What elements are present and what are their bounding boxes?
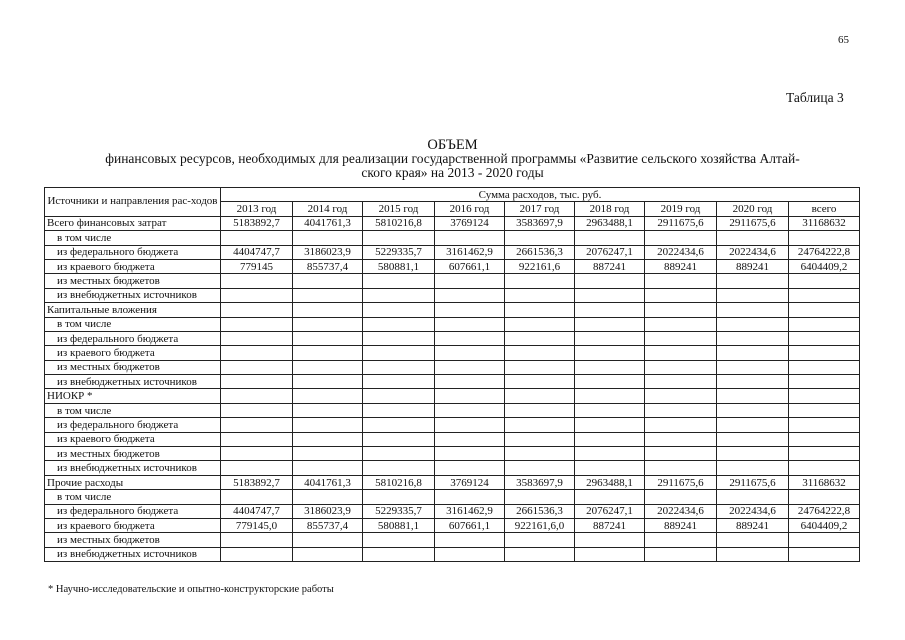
value-cell — [363, 461, 435, 475]
value-cell — [221, 346, 293, 360]
value-cell — [717, 231, 789, 245]
value-cell — [363, 389, 435, 403]
value-cell — [575, 360, 645, 374]
value-cell — [435, 346, 505, 360]
year-header: всего — [789, 202, 860, 216]
table-row — [45, 432, 860, 446]
value-cell — [789, 360, 860, 374]
value-cell — [435, 533, 505, 547]
row-label: из федерального бюджета — [45, 245, 221, 259]
row-label: из внебюджетных источников — [45, 461, 221, 475]
value-cell — [505, 231, 575, 245]
value-cell: 5183892,7 — [221, 475, 293, 489]
row-label: из внебюджетных источников — [45, 547, 221, 561]
value-cell — [717, 274, 789, 288]
value-cell — [505, 274, 575, 288]
value-cell — [293, 490, 363, 504]
value-cell — [435, 403, 505, 417]
value-cell — [293, 288, 363, 302]
table-row — [45, 418, 860, 432]
value-cell — [435, 547, 505, 561]
value-cell — [505, 547, 575, 561]
value-cell — [575, 432, 645, 446]
value-cell — [645, 447, 717, 461]
year-header: 2015 год — [363, 202, 435, 216]
value-cell — [221, 331, 293, 345]
value-cell — [505, 533, 575, 547]
value-cell: 2963488,1 — [575, 216, 645, 230]
value-cell — [645, 547, 717, 561]
value-cell — [575, 389, 645, 403]
value-cell — [293, 303, 363, 317]
value-cell — [505, 303, 575, 317]
value-cell: 5810216,8 — [363, 216, 435, 230]
value-cell — [221, 447, 293, 461]
table-row — [45, 231, 860, 245]
value-cell — [363, 317, 435, 331]
value-cell: 855737,4 — [293, 259, 363, 273]
value-cell — [789, 317, 860, 331]
year-header: 2013 год — [221, 202, 293, 216]
value-cell: 889241 — [645, 259, 717, 273]
value-cell — [789, 461, 860, 475]
table-row — [45, 360, 860, 374]
value-cell — [645, 490, 717, 504]
value-cell: 580881,1 — [363, 259, 435, 273]
value-cell — [645, 317, 717, 331]
value-cell — [293, 331, 363, 345]
value-cell — [645, 303, 717, 317]
row-label: Прочие расходы — [45, 475, 221, 489]
table-row — [45, 518, 860, 532]
value-cell — [363, 403, 435, 417]
table-row — [45, 504, 860, 518]
value-cell: 889241 — [717, 259, 789, 273]
row-label: из местных бюджетов — [45, 360, 221, 374]
source-header: Источники и направления рас-ходов — [45, 188, 221, 217]
value-cell: 889241 — [645, 518, 717, 532]
value-cell: 922161,6,0 — [505, 518, 575, 532]
row-label: в том числе — [45, 403, 221, 417]
value-cell — [505, 317, 575, 331]
value-cell: 2022434,6 — [645, 504, 717, 518]
table-row — [45, 259, 860, 273]
table-label: Таблица 3 — [786, 90, 844, 105]
value-cell — [363, 360, 435, 374]
value-cell — [575, 303, 645, 317]
value-cell — [645, 533, 717, 547]
value-cell — [221, 375, 293, 389]
value-cell — [645, 418, 717, 432]
value-cell: 31168632 — [789, 475, 860, 489]
value-cell — [293, 375, 363, 389]
value-cell — [575, 418, 645, 432]
value-cell — [363, 331, 435, 345]
value-cell — [221, 418, 293, 432]
value-cell — [505, 490, 575, 504]
value-cell — [435, 274, 505, 288]
row-label: из краевого бюджета — [45, 518, 221, 532]
value-cell — [505, 389, 575, 403]
value-cell — [645, 346, 717, 360]
value-cell — [789, 274, 860, 288]
value-cell: 5810216,8 — [363, 475, 435, 489]
value-cell — [717, 418, 789, 432]
value-cell — [575, 231, 645, 245]
value-cell — [505, 418, 575, 432]
value-cell: 2661536,3 — [505, 504, 575, 518]
value-cell — [293, 389, 363, 403]
value-cell: 2076247,1 — [575, 504, 645, 518]
value-cell — [575, 375, 645, 389]
value-cell — [789, 547, 860, 561]
value-cell: 31168632 — [789, 216, 860, 230]
footnote: * Научно-исследовательские и опытно-конструкторские работы — [48, 584, 334, 595]
row-label: из местных бюджетов — [45, 533, 221, 547]
year-header: 2016 год — [435, 202, 505, 216]
value-cell — [293, 547, 363, 561]
value-cell — [575, 490, 645, 504]
value-cell — [293, 317, 363, 331]
value-cell — [645, 331, 717, 345]
value-cell — [221, 547, 293, 561]
value-cell: 3161462,9 — [435, 504, 505, 518]
row-label: в том числе — [45, 490, 221, 504]
value-cell: 4041761,3 — [293, 216, 363, 230]
value-cell: 5229335,7 — [363, 504, 435, 518]
value-cell — [435, 317, 505, 331]
table-row — [45, 303, 860, 317]
value-cell — [789, 403, 860, 417]
value-cell — [293, 533, 363, 547]
value-cell: 3583697,9 — [505, 475, 575, 489]
value-cell — [789, 303, 860, 317]
value-cell: 887241 — [575, 259, 645, 273]
value-cell — [505, 288, 575, 302]
value-cell: 887241 — [575, 518, 645, 532]
value-cell: 607661,1 — [435, 518, 505, 532]
value-cell — [293, 360, 363, 374]
value-cell — [505, 447, 575, 461]
row-label: из федерального бюджета — [45, 418, 221, 432]
value-cell — [717, 432, 789, 446]
table-row — [45, 245, 860, 259]
value-cell — [363, 274, 435, 288]
value-cell — [435, 288, 505, 302]
value-cell — [363, 533, 435, 547]
value-cell — [505, 403, 575, 417]
row-label: из местных бюджетов — [45, 447, 221, 461]
value-cell: 607661,1 — [435, 259, 505, 273]
row-label: из краевого бюджета — [45, 346, 221, 360]
table-row — [45, 461, 860, 475]
row-label: из краевого бюджета — [45, 259, 221, 273]
value-cell — [717, 403, 789, 417]
year-header: 2017 год — [505, 202, 575, 216]
value-cell — [435, 418, 505, 432]
value-cell — [505, 360, 575, 374]
value-cell — [645, 231, 717, 245]
value-cell — [575, 547, 645, 561]
row-label: в том числе — [45, 317, 221, 331]
value-cell — [575, 288, 645, 302]
value-cell — [505, 432, 575, 446]
table-row — [45, 447, 860, 461]
value-cell — [717, 331, 789, 345]
value-cell — [575, 331, 645, 345]
value-cell — [363, 303, 435, 317]
value-cell — [505, 375, 575, 389]
value-cell — [789, 490, 860, 504]
value-cell — [435, 461, 505, 475]
value-cell — [575, 403, 645, 417]
value-cell: 4041761,3 — [293, 475, 363, 489]
value-cell — [645, 432, 717, 446]
value-cell — [575, 346, 645, 360]
value-cell — [789, 447, 860, 461]
value-cell: 6404409,2 — [789, 259, 860, 273]
table-row — [45, 317, 860, 331]
value-cell — [435, 331, 505, 345]
value-cell — [575, 447, 645, 461]
value-cell — [293, 447, 363, 461]
value-cell — [363, 490, 435, 504]
row-label: из внебюджетных источников — [45, 288, 221, 302]
value-cell: 3186023,9 — [293, 245, 363, 259]
value-cell — [505, 346, 575, 360]
value-cell: 2661536,3 — [505, 245, 575, 259]
value-cell: 855737,4 — [293, 518, 363, 532]
value-cell — [363, 375, 435, 389]
value-cell — [789, 418, 860, 432]
value-cell — [575, 274, 645, 288]
value-cell — [221, 461, 293, 475]
year-header: 2019 год — [645, 202, 717, 216]
value-cell: 889241 — [717, 518, 789, 532]
value-cell — [717, 288, 789, 302]
value-cell: 3769124 — [435, 216, 505, 230]
value-cell — [221, 389, 293, 403]
value-cell — [645, 461, 717, 475]
year-header: 2014 год — [293, 202, 363, 216]
value-cell — [363, 418, 435, 432]
row-label: из краевого бюджета — [45, 432, 221, 446]
header-row-1 — [45, 188, 860, 202]
value-cell — [789, 432, 860, 446]
table-row — [45, 547, 860, 561]
value-cell — [717, 533, 789, 547]
value-cell — [363, 231, 435, 245]
value-cell: 2022434,6 — [645, 245, 717, 259]
value-cell — [221, 533, 293, 547]
value-cell — [645, 375, 717, 389]
value-cell: 779145 — [221, 259, 293, 273]
table-row — [45, 216, 860, 230]
value-cell — [505, 331, 575, 345]
value-cell: 2911675,6 — [717, 216, 789, 230]
value-cell: 6404409,2 — [789, 518, 860, 532]
row-label: в том числе — [45, 231, 221, 245]
table-row — [45, 490, 860, 504]
value-cell — [575, 533, 645, 547]
value-cell — [435, 360, 505, 374]
value-cell: 3186023,9 — [293, 504, 363, 518]
row-label: Всего финансовых затрат — [45, 216, 221, 230]
value-cell: 922161,6 — [505, 259, 575, 273]
value-cell — [435, 303, 505, 317]
value-cell: 5183892,7 — [221, 216, 293, 230]
row-label: из местных бюджетов — [45, 274, 221, 288]
value-cell — [717, 346, 789, 360]
title-main: ОБЪЕМ — [427, 137, 478, 153]
financing-table — [44, 187, 860, 562]
table-row — [45, 274, 860, 288]
value-cell — [435, 231, 505, 245]
value-cell: 580881,1 — [363, 518, 435, 532]
value-cell: 3161462,9 — [435, 245, 505, 259]
value-cell — [435, 447, 505, 461]
value-cell: 2076247,1 — [575, 245, 645, 259]
value-cell — [221, 288, 293, 302]
document-title — [30, 138, 875, 180]
value-cell: 24764222,8 — [789, 245, 860, 259]
value-cell — [435, 375, 505, 389]
value-cell — [645, 403, 717, 417]
table-row — [45, 288, 860, 302]
row-label: из федерального бюджета — [45, 504, 221, 518]
value-cell — [221, 303, 293, 317]
value-cell — [645, 274, 717, 288]
value-cell — [221, 403, 293, 417]
value-cell — [575, 461, 645, 475]
value-cell: 779145,0 — [221, 518, 293, 532]
table-row — [45, 346, 860, 360]
table-row — [45, 375, 860, 389]
value-cell: 3583697,9 — [505, 216, 575, 230]
value-cell — [221, 317, 293, 331]
value-cell — [293, 231, 363, 245]
value-cell: 4404747,7 — [221, 504, 293, 518]
value-cell — [789, 231, 860, 245]
value-cell — [717, 447, 789, 461]
value-cell — [363, 547, 435, 561]
value-cell — [221, 360, 293, 374]
value-cell: 2963488,1 — [575, 475, 645, 489]
value-cell — [221, 274, 293, 288]
table-row — [45, 403, 860, 417]
table-row — [45, 533, 860, 547]
value-cell — [293, 274, 363, 288]
value-cell — [789, 533, 860, 547]
value-cell — [717, 317, 789, 331]
row-label: из внебюджетных источников — [45, 375, 221, 389]
value-cell — [293, 461, 363, 475]
value-cell — [363, 346, 435, 360]
page-number: 65 — [838, 34, 849, 46]
value-cell: 24764222,8 — [789, 504, 860, 518]
value-cell — [575, 317, 645, 331]
row-label: НИОКР * — [45, 389, 221, 403]
value-cell: 2022434,6 — [717, 245, 789, 259]
value-cell — [717, 303, 789, 317]
value-cell: 3769124 — [435, 475, 505, 489]
row-label: из федерального бюджета — [45, 331, 221, 345]
table-row — [45, 389, 860, 403]
row-label: Капитальные вложения — [45, 303, 221, 317]
value-cell — [717, 461, 789, 475]
value-cell — [435, 490, 505, 504]
value-cell — [789, 389, 860, 403]
value-cell — [645, 389, 717, 403]
value-cell — [221, 490, 293, 504]
value-cell — [363, 432, 435, 446]
title-line-1: финансовых ресурсов, необходимых для реализации государственной программы «Развитие сельского хозяйства Алтай- — [105, 151, 800, 166]
value-cell — [293, 346, 363, 360]
value-cell — [435, 432, 505, 446]
value-cell: 2911675,6 — [645, 216, 717, 230]
sum-header: Сумма расходов, тыс. руб. — [221, 188, 860, 202]
value-cell — [645, 288, 717, 302]
value-cell — [363, 288, 435, 302]
value-cell — [221, 231, 293, 245]
value-cell — [293, 418, 363, 432]
table-body — [45, 216, 860, 561]
table-row — [45, 331, 860, 345]
value-cell — [293, 432, 363, 446]
value-cell: 5229335,7 — [363, 245, 435, 259]
value-cell — [363, 447, 435, 461]
value-cell: 2911675,6 — [717, 475, 789, 489]
title-line-2: ского края» на 2013 - 2020 годы — [361, 165, 544, 180]
value-cell — [717, 490, 789, 504]
value-cell — [293, 403, 363, 417]
table-row — [45, 475, 860, 489]
value-cell — [505, 461, 575, 475]
year-header: 2018 год — [575, 202, 645, 216]
value-cell: 4404747,7 — [221, 245, 293, 259]
value-cell: 2022434,6 — [717, 504, 789, 518]
value-cell — [717, 389, 789, 403]
value-cell — [717, 547, 789, 561]
value-cell — [645, 360, 717, 374]
value-cell — [789, 288, 860, 302]
value-cell — [717, 360, 789, 374]
value-cell — [789, 331, 860, 345]
value-cell — [717, 375, 789, 389]
value-cell — [789, 375, 860, 389]
value-cell — [435, 389, 505, 403]
year-header: 2020 год — [717, 202, 789, 216]
value-cell — [789, 346, 860, 360]
value-cell — [221, 432, 293, 446]
value-cell: 2911675,6 — [645, 475, 717, 489]
